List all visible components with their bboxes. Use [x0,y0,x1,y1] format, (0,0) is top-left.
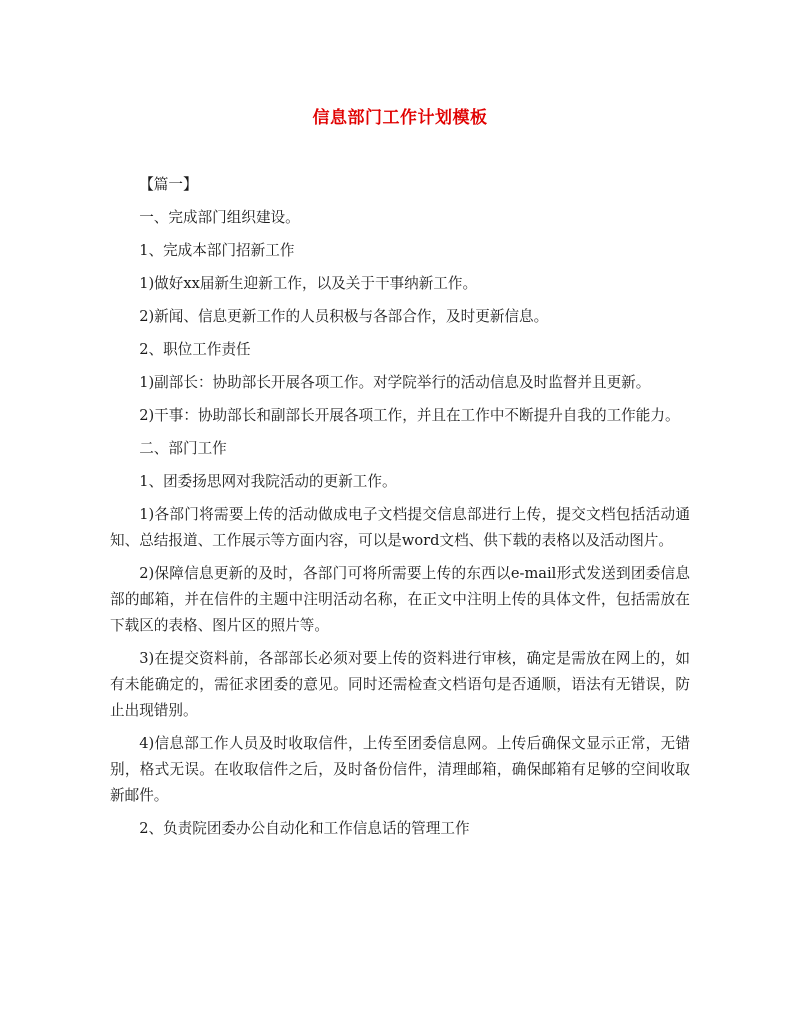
paragraph: 1)做好xx届新生迎新工作，以及关于干事纳新工作。 [139,275,478,292]
paragraph: 3)在提交资料前，各部部长必须对要上传的资料进行审核，确定是需放在网上的，如有未能确定的，需征求团委的意见。同时还需检查文档语句是否通顺，语法有无错误，防止出现错别。 [110,650,690,719]
paragraph: 1)副部长：协助部长开展各项工作。对学院举行的活动信息及时监督并且更新。 [139,374,651,391]
paragraph: 2)保障信息更新的及时，各部门可将所需要上传的东西以e-mail形式发送到团委信息部的邮箱，并在信件的主题中注明活动名称，在正文中注明上传的具体文件，包括需放在下载区的表格、图片区的照片等。 [110,565,690,634]
paragraph: 2)新闻、信息更新工作的人员积极与各部合作，及时更新信息。 [139,308,549,325]
paragraph: 一、完成部门组织建设。 [139,209,300,226]
section-heading: 【篇一】 [139,176,198,193]
paragraph: 二、部门工作 [139,440,227,457]
document-body [110,172,690,849]
document-title: 信息部门工作计划模板 [312,108,488,128]
paragraph: 4)信息部工作人员及时收取信件，上传至团委信息网。上传后确保文显示正常，无错别，格式无误。在收取信件之后，及时备份信件，清理邮箱，确保邮箱有足够的空间收取新邮件。 [110,735,690,804]
paragraph: 1)各部门将需要上传的活动做成电子文档提交信息部进行上传，提交文档包括活动通知、总结报道、工作展示等方面内容，可以是word文档、供下载的表格以及活动图片。 [110,506,690,549]
paragraph: 1、完成本部门招新工作 [139,242,295,259]
paragraph: 2、职位工作责任 [139,341,251,358]
paragraph: 2)干事：协助部长和副部长开展各项工作，并且在工作中不断提升自我的工作能力。 [139,407,680,424]
paragraph: 1、团委扬思网对我院活动的更新工作。 [139,473,397,490]
paragraph: 2、负责院团委办公自动化和工作信息话的管理工作 [139,820,470,837]
